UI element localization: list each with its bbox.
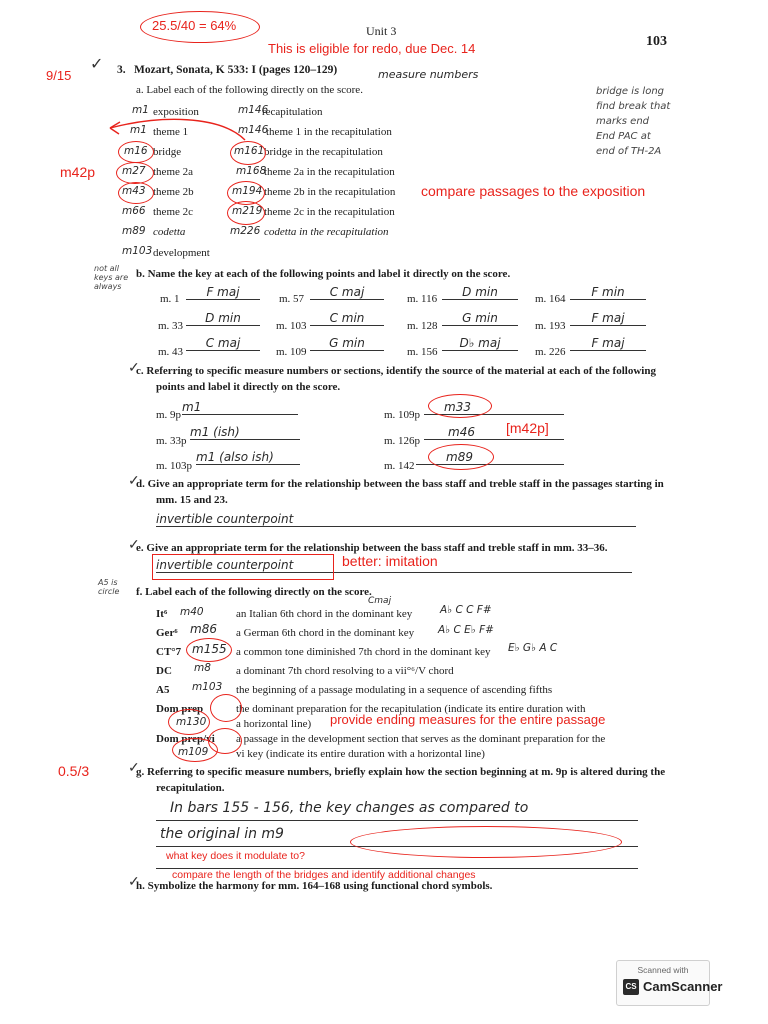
part-a-left-label: exposition <box>153 106 199 118</box>
side-note-line: bridge is long <box>596 86 665 97</box>
part-g-prompt-cont: recapitulation. <box>156 782 225 794</box>
part-a-right-label: codetta in the recapitulation <box>264 226 389 238</box>
part-a-right-label: theme 1 in the recapitulation <box>266 126 392 138</box>
part-c-answer: m89 <box>416 450 564 465</box>
checkmark-icon: ✓ <box>128 875 140 890</box>
part-f-desc: the beginning of a passage modulating in a sequence of ascending fifths <box>236 684 553 696</box>
part-f-desc-cont: vi key (indicate its entire duration with a horizontal line) <box>236 748 485 760</box>
part-a-left-label: theme 2a <box>153 166 194 178</box>
checkmark-icon: ✓ <box>128 761 140 776</box>
part-a-right-label: theme 2b in the recapitulation <box>264 186 396 198</box>
part-f-answer: m86 <box>190 622 217 636</box>
part-c-measure: m. 103p <box>156 460 193 472</box>
part-a-prompt: a. Label each of the following directly on the score. <box>136 84 363 96</box>
part-a-left-answer: m89 <box>122 225 146 237</box>
part-a-left-answer: m1 <box>132 104 149 116</box>
part-b-key-answer: F maj <box>570 336 646 351</box>
part-f-desc: a German 6th chord in the dominant key <box>236 627 415 639</box>
part-b-key-answer: G min <box>310 336 384 351</box>
part-b-key-answer: C maj <box>186 336 260 351</box>
grading-circle <box>208 728 242 754</box>
part-b-measure: m. 128 <box>407 320 438 332</box>
unit-heading: Unit 3 <box>366 24 397 38</box>
part-f-note: A♭ C E♭ F# <box>438 624 494 636</box>
part-a-right-label: theme 2a in the recapitulation <box>264 166 395 178</box>
part-f-symbol: CT°7 <box>156 646 182 658</box>
part-a-left-label: bridge <box>153 146 182 158</box>
part-b-measure: m. 156 <box>407 346 438 358</box>
checkmark-icon: ✓ <box>90 56 104 73</box>
part-b-measure: m. 43 <box>158 346 184 358</box>
part-c-answer: m46 <box>424 425 564 440</box>
side-note-line: end of TH-2A <box>596 146 662 157</box>
part-b-key-answer: G min <box>442 311 518 326</box>
grading-circle <box>428 394 492 418</box>
compare-note: compare passages to the exposition <box>421 183 646 199</box>
part-b-key-answer: D min <box>186 311 260 326</box>
part-f-desc: a common tone diminished 7th chord in the dominant key <box>236 646 491 658</box>
part-f-symbol: Ger⁶ <box>156 627 178 639</box>
redo-note: This is eligible for redo, due Dec. 14 <box>268 41 476 56</box>
part-c-measure: m. 109p <box>384 409 421 421</box>
part-c-measure: m. 33p <box>156 435 187 447</box>
part-a-right-label: theme 2c in the recapitulation <box>264 206 395 218</box>
part-a-right-answer: m194 <box>232 185 263 197</box>
checkmark-icon: ✓ <box>128 538 140 553</box>
part-f-cmaj-note: Cmaj <box>368 596 392 606</box>
part-g-prompt: g. Referring to specific measure numbers, briefly explain how the section beginning at m. 9p is altered during the <box>136 766 666 778</box>
side-note-line: marks end <box>596 116 649 127</box>
part-f-symbol: A5 <box>156 684 170 696</box>
part-c-measure: m. 142 <box>384 460 415 472</box>
part-b-measure: m. 164 <box>535 293 566 305</box>
grading-circle <box>428 444 494 470</box>
part-g-answer-cont: the original in m9 <box>160 826 284 842</box>
part-b-key-answer: F maj <box>186 285 260 300</box>
part-f-answer: m40 <box>180 606 204 618</box>
part-f-answer: m155 <box>192 642 227 656</box>
part-f-desc-cont: a horizontal line) <box>236 718 312 730</box>
part-a-left-label: theme 2c <box>153 206 194 218</box>
part-b-measure: m. 226 <box>535 346 566 358</box>
grading-circle <box>118 182 154 204</box>
part-e-answer: invertible counterpoint <box>156 558 632 573</box>
part-a-right-answer: m146 <box>238 124 269 136</box>
part-a-left-label: theme 2b <box>153 186 194 198</box>
part-b-key-answer: F min <box>570 285 646 300</box>
part-c-prompt-cont: points and label it directly on the score. <box>156 381 341 393</box>
section-score: 9/15 <box>46 68 72 83</box>
part-a-left-answer: m103 <box>122 245 153 257</box>
total-score: 25.5/40 = 64% <box>152 18 237 33</box>
part-g-answer: In bars 155 - 156, the key changes as compared to <box>170 800 529 816</box>
part-b-margin-note: not all keys are always <box>94 264 129 291</box>
question-number: 3. <box>117 64 126 76</box>
part-d-prompt: d. Give an appropriate term for the relationship between the bass staff and treble staff in the passages starting in <box>136 478 664 490</box>
part-f-answer: m109 <box>178 746 209 758</box>
grading-circle <box>227 201 265 225</box>
part-c-measure: m. 126p <box>384 435 421 447</box>
part-b-key-answer: D♭ maj <box>442 336 518 351</box>
part-a-left-answer: m27 <box>122 165 146 177</box>
grading-circle <box>186 638 232 662</box>
part-c-answer: m1 <box>182 400 298 415</box>
part-h-prompt: h. Symbolize the harmony for mm. 164–168 using functional chord symbols. <box>136 880 493 892</box>
part-d-answer: invertible counterpoint <box>156 512 636 527</box>
handwritten-title-note: measure numbers <box>378 68 479 81</box>
part-a-right-answer: m219 <box>232 205 263 217</box>
part-b-key-answer: D min <box>442 285 518 300</box>
camscanner-name: CamScanner <box>643 979 723 994</box>
checkmark-icon: ✓ <box>128 361 140 376</box>
part-c-prompt: c. Referring to specific measure numbers or sections, identify the source of the material at each of the following <box>136 365 656 377</box>
part-f-symbol: DC <box>156 665 172 677</box>
key-question: what key does it modulate to? <box>166 850 305 862</box>
part-f-symbol: It⁶ <box>156 608 168 620</box>
part-a-left-answer: m1 <box>130 124 147 136</box>
part-f-symbol: Dom prep <box>156 703 204 715</box>
part-b-measure: m. 193 <box>535 320 566 332</box>
part-f-desc: the dominant preparation for the recapitulation (indicate its entire duration with <box>236 703 586 715</box>
part-a-right-answer: m226 <box>230 225 261 237</box>
part-a-left-answer: m43 <box>122 185 146 197</box>
scanned-with-text: Scanned with <box>637 965 689 975</box>
side-note-line: End PAC at <box>596 131 651 142</box>
part-c-measure: m. 9p <box>156 409 182 421</box>
m42p-bracket: [m42p] <box>506 420 549 436</box>
part-a-left-answer: m16 <box>124 145 148 157</box>
part-a-left-answer: m66 <box>122 205 146 217</box>
part-b-measure: m. 1 <box>160 293 180 305</box>
part-b-measure: m. 103 <box>276 320 307 332</box>
grading-circle <box>116 162 154 184</box>
part-f-answer: m103 <box>192 681 223 693</box>
part-a-right-answer: m161 <box>234 145 265 157</box>
part-f-desc: a passage in the development section that serves as the dominant preparation for the <box>236 733 606 745</box>
part-f-answer: m8 <box>194 662 211 674</box>
part-a-right-answer: m146 <box>238 104 269 116</box>
part-c-answer: m33 <box>424 400 564 415</box>
part-b-measure: m. 116 <box>407 293 438 305</box>
part-b-measure: m. 57 <box>279 293 305 305</box>
checkmark-icon: ✓ <box>128 474 140 489</box>
part-f-prompt: f. Label each of the following directly on the score. <box>136 586 372 598</box>
camscanner-logo-icon: CS <box>623 979 639 995</box>
grading-circle <box>210 694 242 722</box>
better-note: better: imitation <box>342 553 438 569</box>
part-c-answer: m1 (ish) <box>190 425 300 440</box>
bridge-note: compare the length of the bridges and identify additional changes <box>172 869 476 881</box>
part-b-key-answer: C min <box>310 311 384 326</box>
part-f-answer: m130 <box>176 716 207 728</box>
part-f-margin-note: A5 is circle <box>98 578 120 596</box>
part-a-left-label: development <box>153 247 210 259</box>
part-e-prompt: e. Give an appropriate term for the relationship between the bass staff and treble staff in mm. 33–36. <box>136 542 608 554</box>
part-f-desc: a dominant 7th chord resolving to a vii°⁶/V chord <box>236 665 454 677</box>
part-b-key-answer: C maj <box>310 285 384 300</box>
part-b-measure: m. 33 <box>158 320 184 332</box>
side-note-line: find break that <box>596 101 671 112</box>
part-a-left-label: theme 1 <box>153 126 189 138</box>
side-note-bridge <box>596 84 670 159</box>
question-title: Mozart, Sonata, K 533: I (pages 120–129) <box>134 64 338 76</box>
part-a-left-label: codetta <box>153 226 186 238</box>
part-a-right-label: recapitulation <box>262 106 323 118</box>
part-f-desc: an Italian 6th chord in the dominant key <box>236 608 413 620</box>
part-f-symbol: Dom prep/vi <box>156 733 215 745</box>
part-a-right-answer: m168 <box>236 165 267 177</box>
part-f-note: A♭ C C F# <box>440 604 492 616</box>
camscanner-badge <box>616 960 723 1006</box>
part-d-prompt-cont: mm. 15 and 23. <box>156 494 228 506</box>
m42p-note: m42p <box>60 164 96 180</box>
part-f-note: E♭ G♭ A C <box>508 642 558 654</box>
red-arrow-icon <box>100 110 250 150</box>
ending-note: provide ending measures for the entire passage <box>330 712 606 727</box>
grading-oval <box>350 826 622 858</box>
grading-box <box>152 554 334 580</box>
part-b-measure: m. 109 <box>276 346 307 358</box>
part-b-prompt: b. Name the key at each of the following points and label it directly on the score. <box>136 268 511 280</box>
part-a-right-label: bridge in the recapitulation <box>264 146 383 158</box>
page-number: 103 <box>646 34 667 49</box>
part-c-answer: m1 (also ish) <box>196 450 300 465</box>
grading-circle <box>168 709 210 735</box>
score-g: 0.5/3 <box>58 763 90 779</box>
answer-rule <box>156 820 638 821</box>
part-b-key-answer: F maj <box>570 311 646 326</box>
